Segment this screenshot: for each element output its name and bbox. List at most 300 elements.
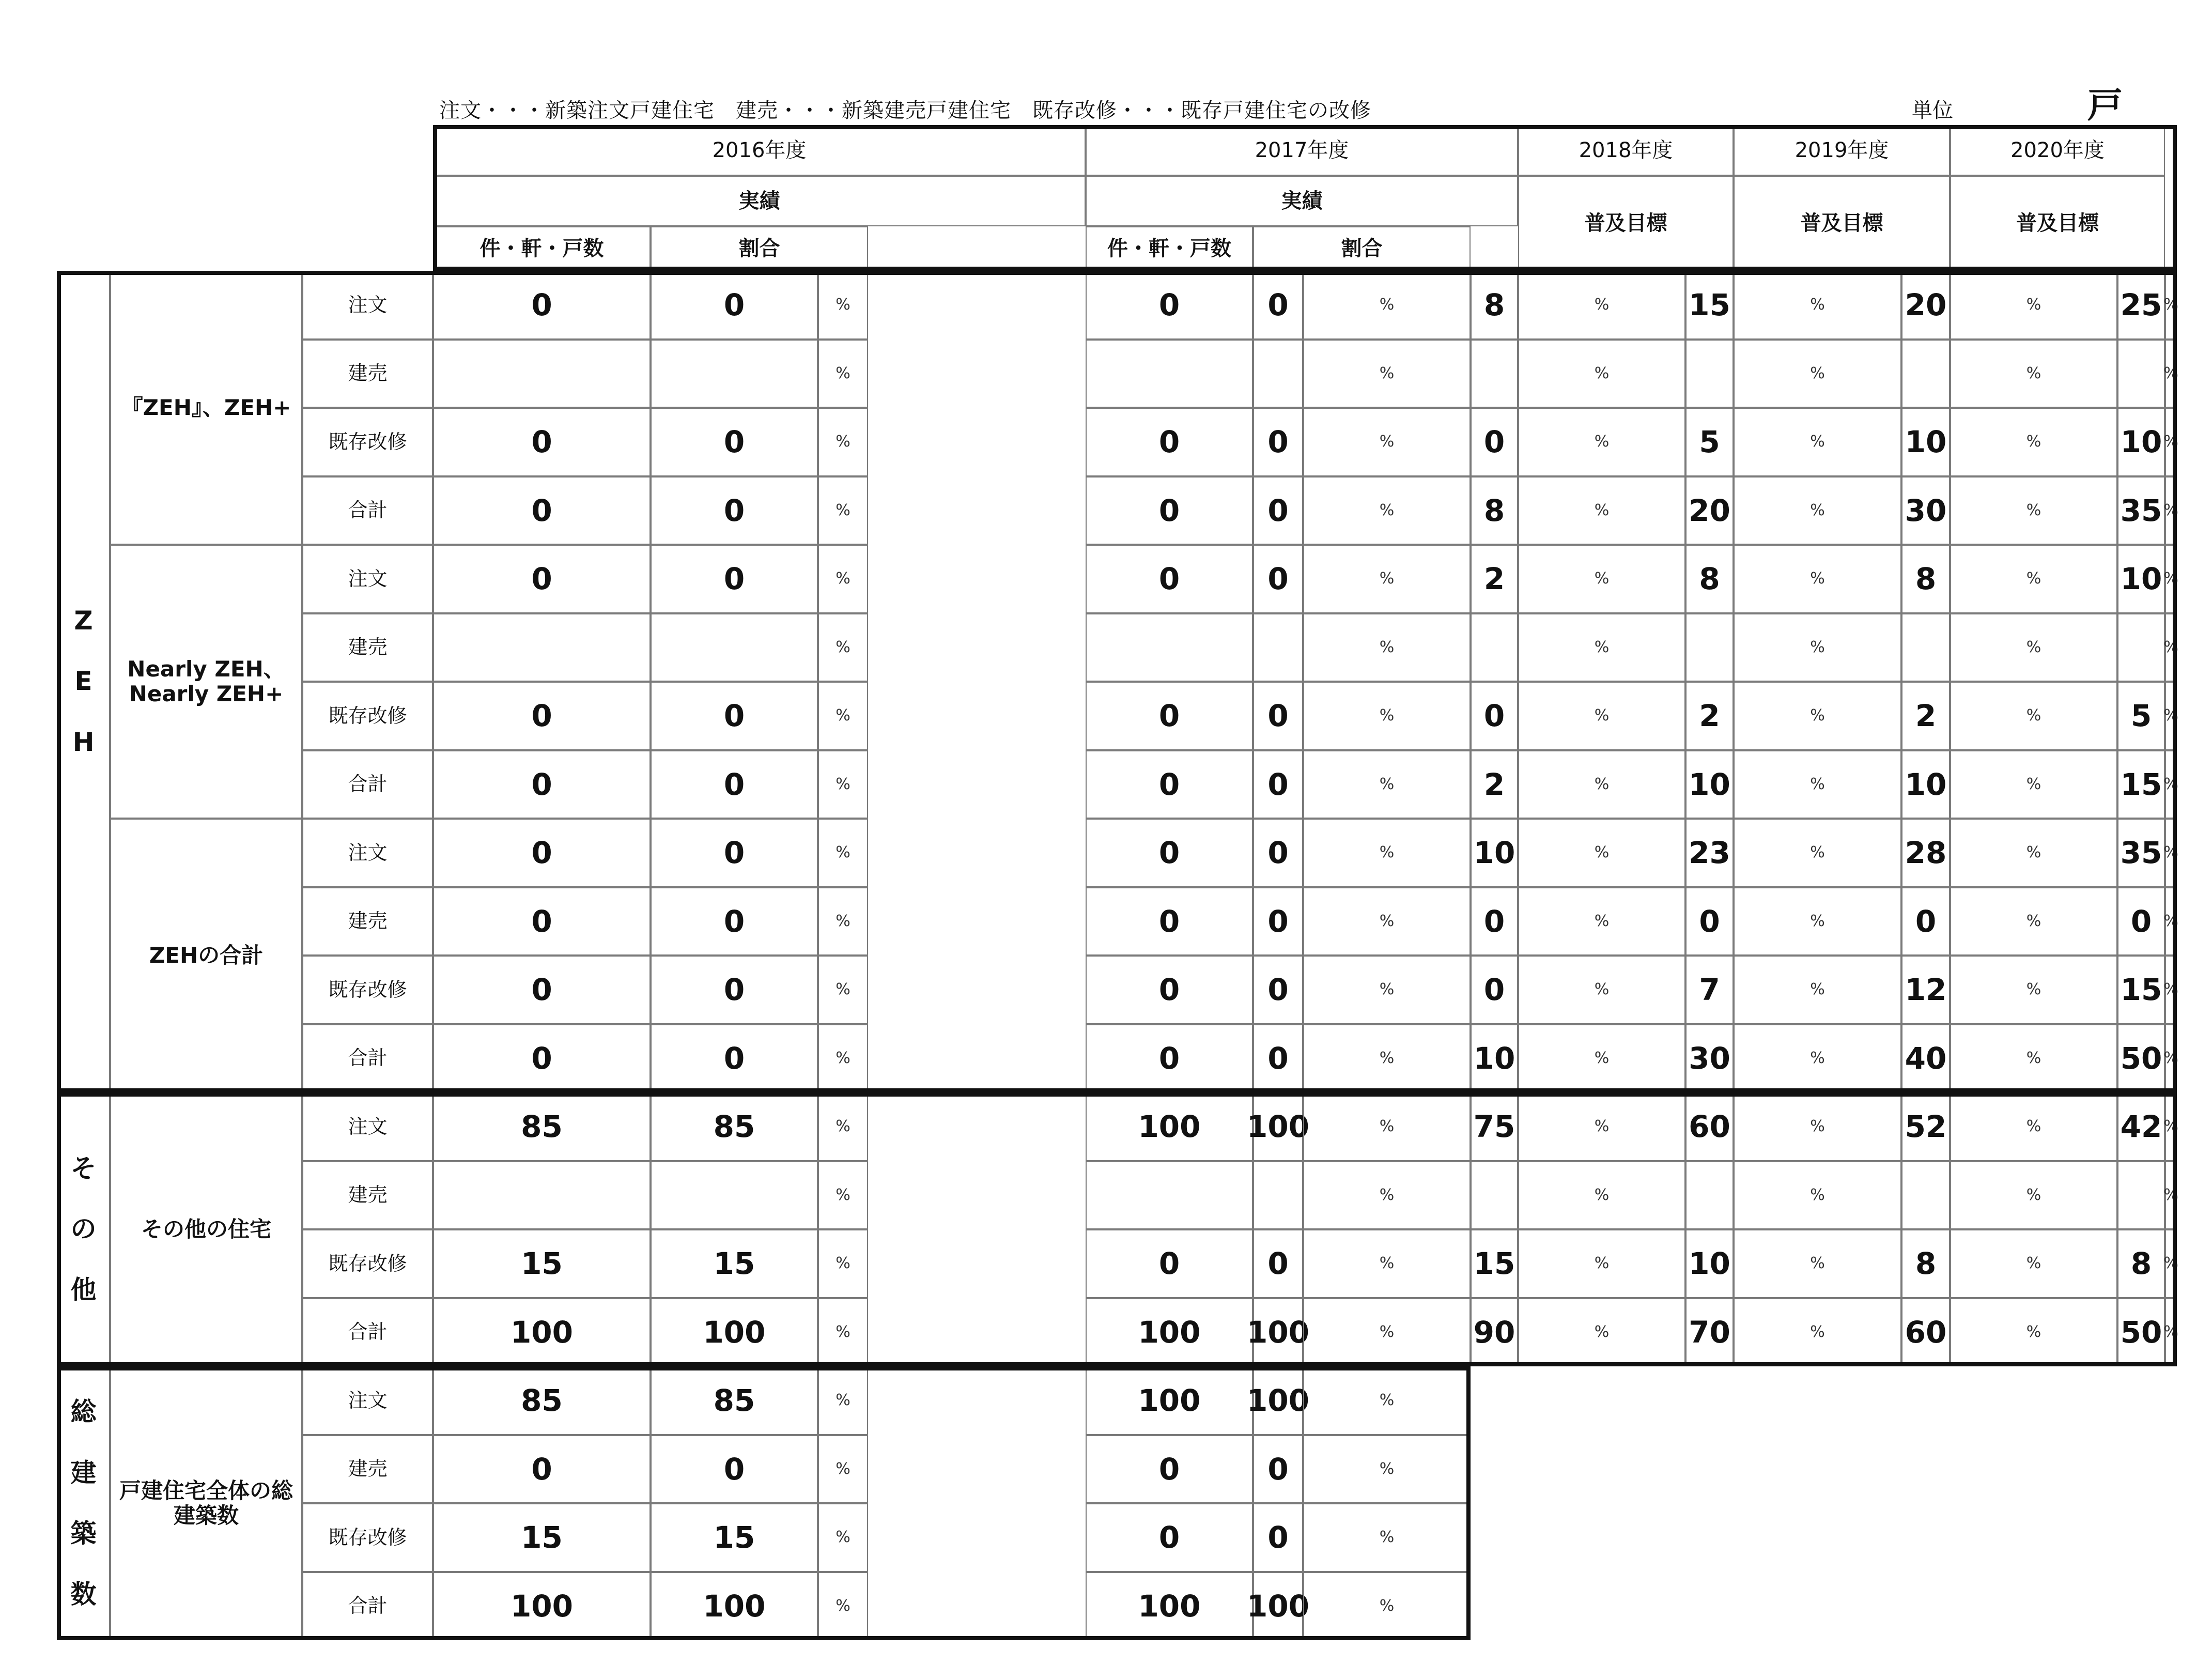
percent-unit: %: [1303, 1092, 1471, 1161]
target-cell: 20: [1685, 476, 1734, 545]
count-cell: 0: [1086, 408, 1253, 476]
percent-unit: %: [1734, 1024, 1901, 1092]
category-letter: E: [74, 666, 92, 697]
target-cell: 2: [1901, 682, 1950, 750]
percent-unit: %: [1950, 271, 2117, 340]
count-cell: 85: [433, 1366, 651, 1435]
target-cell: 20: [1901, 271, 1950, 340]
target-cell: [1901, 1161, 1950, 1229]
target-cell: 15: [1685, 271, 1734, 340]
category-letter: 数: [70, 1579, 97, 1609]
percent-unit: %: [818, 1572, 868, 1640]
percent-unit: %: [1950, 1024, 2117, 1092]
target-cell: 30: [1901, 476, 1950, 545]
row-label: 建売: [302, 887, 433, 956]
ratio-cell: 0: [1253, 1503, 1303, 1572]
count-cell: 0: [433, 1024, 651, 1092]
count-cell: 15: [433, 1503, 651, 1572]
target-cell: [1685, 340, 1734, 408]
target-cell: 75: [1471, 1092, 1518, 1161]
year-header-2017: 2017年度: [1086, 125, 1518, 176]
target-cell: 2: [1685, 682, 1734, 750]
target-cell: 8: [2117, 1229, 2165, 1298]
target-cell: 10: [1901, 750, 1950, 819]
percent-unit: %: [1518, 1229, 1685, 1298]
group-other: その他の住宅: [110, 1092, 302, 1366]
count-cell: [1086, 613, 1253, 682]
target-header: 普及目標: [1950, 176, 2165, 271]
percent-unit: %: [1518, 1298, 1685, 1366]
ratio-cell: 0: [651, 408, 818, 476]
count-cell: 0: [1086, 1024, 1253, 1092]
count-cell: [433, 340, 651, 408]
percent-unit: %: [1518, 476, 1685, 545]
group-nearly-zeh: Nearly ZEH、Nearly ZEH+: [110, 545, 302, 819]
percent-unit: %: [1950, 819, 2117, 887]
percent-unit: %: [2165, 476, 2177, 545]
percent-unit: %: [2165, 1298, 2177, 1366]
percent-unit: %: [1518, 408, 1685, 476]
percent-unit: %: [2165, 408, 2177, 476]
count-cell: 85: [433, 1092, 651, 1161]
ratio-cell: 0: [1253, 1024, 1303, 1092]
percent-unit: %: [1734, 476, 1901, 545]
ratio-header: 割合: [1253, 226, 1471, 271]
target-cell: 5: [2117, 682, 2165, 750]
target-cell: 30: [1685, 1024, 1734, 1092]
category-letter: 総: [70, 1397, 97, 1427]
percent-unit: %: [2165, 545, 2177, 613]
category-letter: の: [70, 1214, 97, 1244]
percent-unit: %: [818, 887, 868, 956]
percent-unit: %: [1303, 956, 1471, 1024]
percent-unit: %: [818, 476, 868, 545]
count-cell: 0: [433, 956, 651, 1024]
target-header: 普及目標: [1518, 176, 1734, 271]
target-cell: 8: [1901, 545, 1950, 613]
row-label: 注文: [302, 819, 433, 887]
year-header-2019: 2019年度: [1734, 125, 1950, 176]
percent-unit: %: [1734, 1161, 1901, 1229]
percent-unit: %: [1950, 1298, 2117, 1366]
percent-unit: %: [1518, 613, 1685, 682]
ratio-cell: 0: [1253, 819, 1303, 887]
percent-unit: %: [1518, 545, 1685, 613]
row-label: 建売: [302, 340, 433, 408]
percent-unit: %: [1950, 545, 2117, 613]
ratio-cell: [1253, 340, 1303, 408]
percent-unit: %: [1518, 819, 1685, 887]
percent-unit: %: [1303, 408, 1471, 476]
target-cell: 0: [1901, 887, 1950, 956]
count-cell: 0: [1086, 1503, 1253, 1572]
ratio-cell: [1253, 613, 1303, 682]
percent-unit: %: [818, 956, 868, 1024]
ratio-cell: 0: [1253, 750, 1303, 819]
target-cell: 10: [1901, 408, 1950, 476]
ratio-cell: [651, 1161, 818, 1229]
actual-header: 実績: [433, 176, 1086, 226]
percent-unit: %: [1950, 476, 2117, 545]
count-cell: 0: [433, 1435, 651, 1503]
ratio-cell: 0: [1253, 1229, 1303, 1298]
percent-unit: %: [1734, 545, 1901, 613]
percent-unit: %: [1734, 819, 1901, 887]
target-cell: 42: [2117, 1092, 2165, 1161]
target-cell: 40: [1901, 1024, 1950, 1092]
ratio-cell: 0: [651, 887, 818, 956]
count-cell: 0: [1086, 476, 1253, 545]
target-cell: [2117, 1161, 2165, 1229]
count-cell: [433, 613, 651, 682]
percent-unit: %: [1303, 340, 1471, 408]
percent-unit: %: [2165, 613, 2177, 682]
category-letter: 築: [70, 1518, 97, 1548]
row-label: 合計: [302, 1572, 433, 1640]
target-cell: 35: [2117, 476, 2165, 545]
row-label: 既存改修: [302, 1229, 433, 1298]
target-cell: [1471, 1161, 1518, 1229]
target-cell: [2117, 613, 2165, 682]
percent-unit: %: [2165, 271, 2177, 340]
percent-unit: %: [1950, 682, 2117, 750]
row-label: 合計: [302, 1024, 433, 1092]
target-cell: 0: [1471, 956, 1518, 1024]
target-cell: 8: [1471, 476, 1518, 545]
count-cell: 0: [433, 750, 651, 819]
ratio-cell: 0: [651, 1024, 818, 1092]
target-cell: 60: [1901, 1298, 1950, 1366]
category-letter: 他: [70, 1274, 97, 1305]
percent-unit: %: [2165, 340, 2177, 408]
target-cell: 90: [1471, 1298, 1518, 1366]
percent-unit: %: [1303, 1229, 1471, 1298]
target-cell: 25: [2117, 271, 2165, 340]
percent-unit: %: [1303, 682, 1471, 750]
target-cell: 10: [1471, 819, 1518, 887]
percent-unit: %: [1303, 271, 1471, 340]
ratio-cell: 0: [1253, 887, 1303, 956]
count-cell: 100: [1086, 1092, 1253, 1161]
target-cell: 0: [1471, 887, 1518, 956]
percent-unit: %: [1734, 408, 1901, 476]
percent-unit: %: [1303, 1298, 1471, 1366]
count-cell: 0: [1086, 887, 1253, 956]
target-cell: [1685, 613, 1734, 682]
ratio-cell: 85: [651, 1366, 818, 1435]
target-cell: 0: [2117, 887, 2165, 956]
unit-value: 戸: [2087, 85, 2123, 126]
target-cell: 35: [2117, 819, 2165, 887]
ratio-cell: [1253, 1161, 1303, 1229]
percent-unit: %: [1734, 1092, 1901, 1161]
actual-header: 実績: [1086, 176, 1518, 226]
year-header-2016: 2016年度: [433, 125, 1086, 176]
legend-text: 注文・・・新築注文戸建住宅 建売・・・新築建売戸建住宅 既存改修・・・既存戸建住宅の改修: [439, 99, 1371, 122]
ratio-cell: 0: [651, 819, 818, 887]
count-cell: 15: [433, 1229, 651, 1298]
percent-unit: %: [1303, 613, 1471, 682]
percent-unit: %: [1734, 340, 1901, 408]
count-cell: 100: [433, 1298, 651, 1366]
row-label: 既存改修: [302, 956, 433, 1024]
percent-unit: %: [818, 545, 868, 613]
percent-unit: %: [1734, 682, 1901, 750]
count-cell: 0: [1086, 545, 1253, 613]
count-cell: 0: [433, 682, 651, 750]
percent-unit: %: [1950, 408, 2117, 476]
target-cell: 7: [1685, 956, 1734, 1024]
percent-unit: %: [2165, 1229, 2177, 1298]
count-cell: [1086, 1161, 1253, 1229]
target-cell: [1901, 613, 1950, 682]
percent-unit: %: [1303, 476, 1471, 545]
percent-unit: %: [818, 340, 868, 408]
row-label: 合計: [302, 750, 433, 819]
target-cell: 50: [2117, 1298, 2165, 1366]
ratio-cell: [651, 340, 818, 408]
ratio-cell: 0: [651, 682, 818, 750]
target-cell: [1901, 340, 1950, 408]
percent-unit: %: [818, 408, 868, 476]
count-cell: 0: [433, 545, 651, 613]
target-cell: 2: [1471, 750, 1518, 819]
count-cell: 100: [1086, 1572, 1253, 1640]
row-label: 既存改修: [302, 1503, 433, 1572]
category-other: [57, 1092, 110, 1366]
percent-unit: %: [1303, 1435, 1471, 1503]
percent-unit: %: [818, 613, 868, 682]
category-zeh: [57, 271, 110, 1092]
target-cell: 0: [1471, 408, 1518, 476]
ratio-cell: 0: [651, 956, 818, 1024]
count-cell: [1086, 340, 1253, 408]
target-cell: 0: [1685, 887, 1734, 956]
percent-unit: %: [1518, 1092, 1685, 1161]
ratio-cell: 0: [1253, 545, 1303, 613]
count-cell: 0: [433, 271, 651, 340]
percent-unit: %: [1303, 750, 1471, 819]
percent-unit: %: [1518, 1024, 1685, 1092]
target-cell: [1471, 613, 1518, 682]
percent-unit: %: [818, 819, 868, 887]
ratio-cell: 0: [651, 271, 818, 340]
count-cell: 0: [433, 819, 651, 887]
ratio-cell: 100: [1253, 1366, 1303, 1435]
percent-unit: %: [1734, 956, 1901, 1024]
count-header: 件・軒・戸数: [433, 226, 651, 271]
count-cell: 0: [1086, 682, 1253, 750]
target-cell: 10: [1685, 750, 1734, 819]
row-label: 合計: [302, 476, 433, 545]
ratio-cell: 0: [651, 545, 818, 613]
row-label: 既存改修: [302, 682, 433, 750]
percent-unit: %: [1950, 956, 2117, 1024]
count-cell: 0: [1086, 956, 1253, 1024]
count-header: 件・軒・戸数: [1086, 226, 1253, 271]
count-cell: [433, 1161, 651, 1229]
count-cell: 0: [1086, 750, 1253, 819]
percent-unit: %: [1518, 956, 1685, 1024]
count-cell: 100: [1086, 1366, 1253, 1435]
target-cell: 52: [1901, 1092, 1950, 1161]
percent-unit: %: [818, 1229, 868, 1298]
percent-unit: %: [1734, 750, 1901, 819]
target-cell: 10: [2117, 408, 2165, 476]
ratio-cell: 100: [1253, 1298, 1303, 1366]
percent-unit: %: [818, 1024, 868, 1092]
percent-unit: %: [1734, 1298, 1901, 1366]
target-cell: [2117, 340, 2165, 408]
percent-unit: %: [1734, 1229, 1901, 1298]
target-cell: 0: [1471, 682, 1518, 750]
ratio-cell: 85: [651, 1092, 818, 1161]
row-label: 注文: [302, 271, 433, 340]
percent-unit: %: [1518, 887, 1685, 956]
count-cell: 0: [433, 408, 651, 476]
row-label: 既存改修: [302, 408, 433, 476]
percent-unit: %: [1303, 1366, 1471, 1435]
ratio-cell: 0: [651, 750, 818, 819]
ratio-cell: 100: [651, 1298, 818, 1366]
count-cell: 0: [1086, 1229, 1253, 1298]
count-cell: 0: [1086, 1435, 1253, 1503]
ratio-cell: 0: [1253, 408, 1303, 476]
percent-unit: %: [1518, 271, 1685, 340]
target-cell: [1685, 1161, 1734, 1229]
ratio-cell: 100: [1253, 1572, 1303, 1640]
ratio-cell: 100: [651, 1572, 818, 1640]
target-cell: 8: [1685, 545, 1734, 613]
ratio-cell: [651, 613, 818, 682]
count-cell: 100: [1086, 1298, 1253, 1366]
percent-unit: %: [2165, 1092, 2177, 1161]
category-total: [57, 1366, 110, 1640]
target-cell: 15: [2117, 956, 2165, 1024]
category-letter: 建: [70, 1457, 97, 1488]
percent-unit: %: [2165, 750, 2177, 819]
target-cell: 8: [1471, 271, 1518, 340]
percent-unit: %: [1303, 1161, 1471, 1229]
ratio-cell: 0: [651, 476, 818, 545]
row-label: 注文: [302, 545, 433, 613]
percent-unit: %: [1518, 750, 1685, 819]
percent-unit: %: [818, 682, 868, 750]
percent-unit: %: [1950, 340, 2117, 408]
unit-label: 単位: [1912, 99, 1953, 122]
target-cell: 5: [1685, 408, 1734, 476]
ratio-cell: 0: [1253, 682, 1303, 750]
target-cell: 10: [1685, 1229, 1734, 1298]
percent-unit: %: [818, 1435, 868, 1503]
percent-unit: %: [2165, 1161, 2177, 1229]
percent-unit: %: [1518, 682, 1685, 750]
group-total: 戸建住宅全体の総建築数: [110, 1366, 302, 1640]
percent-unit: %: [818, 271, 868, 340]
ratio-cell: 15: [651, 1229, 818, 1298]
percent-unit: %: [1303, 1024, 1471, 1092]
percent-unit: %: [1950, 887, 2117, 956]
percent-unit: %: [1734, 887, 1901, 956]
count-cell: 0: [433, 476, 651, 545]
row-label: 建売: [302, 613, 433, 682]
percent-unit: %: [1518, 1161, 1685, 1229]
group-zeh: 『ZEH』、ZEH+: [110, 271, 302, 545]
ratio-cell: 0: [1253, 956, 1303, 1024]
percent-unit: %: [1303, 545, 1471, 613]
target-cell: 50: [2117, 1024, 2165, 1092]
target-cell: 10: [2117, 545, 2165, 613]
target-cell: 60: [1685, 1092, 1734, 1161]
category-letter: そ: [70, 1153, 97, 1183]
count-cell: 100: [433, 1572, 651, 1640]
target-cell: 15: [1471, 1229, 1518, 1298]
count-cell: 0: [1086, 819, 1253, 887]
target-cell: 15: [2117, 750, 2165, 819]
row-label: 建売: [302, 1435, 433, 1503]
percent-unit: %: [2165, 819, 2177, 887]
target-cell: 8: [1901, 1229, 1950, 1298]
ratio-cell: 100: [1253, 1092, 1303, 1161]
percent-unit: %: [1950, 1229, 2117, 1298]
percent-unit: %: [818, 750, 868, 819]
percent-unit: %: [1734, 271, 1901, 340]
percent-unit: %: [818, 1366, 868, 1435]
percent-unit: %: [2165, 887, 2177, 956]
percent-unit: %: [1734, 613, 1901, 682]
percent-unit: %: [1950, 1092, 2117, 1161]
ratio-cell: 0: [651, 1435, 818, 1503]
category-letter: Z: [74, 605, 93, 636]
percent-unit: %: [1303, 1503, 1471, 1572]
percent-unit: %: [1950, 1161, 2117, 1229]
percent-unit: %: [2165, 1024, 2177, 1092]
ratio-cell: 0: [1253, 1435, 1303, 1503]
row-label: 合計: [302, 1298, 433, 1366]
percent-unit: %: [1303, 887, 1471, 956]
ratio-cell: 15: [651, 1503, 818, 1572]
percent-unit: %: [1950, 613, 2117, 682]
group-zeh-total: ZEHの合計: [110, 819, 302, 1092]
percent-unit: %: [818, 1092, 868, 1161]
category-letter: H: [72, 727, 95, 757]
percent-unit: %: [818, 1298, 868, 1366]
target-cell: 28: [1901, 819, 1950, 887]
percent-unit: %: [818, 1503, 868, 1572]
count-cell: 0: [1086, 271, 1253, 340]
percent-unit: %: [1950, 750, 2117, 819]
target-cell: 23: [1685, 819, 1734, 887]
count-cell: 0: [433, 887, 651, 956]
ratio-cell: 0: [1253, 476, 1303, 545]
target-cell: 12: [1901, 956, 1950, 1024]
percent-unit: %: [2165, 956, 2177, 1024]
target-header: 普及目標: [1734, 176, 1950, 271]
percent-unit: %: [1303, 819, 1471, 887]
row-label: 注文: [302, 1092, 433, 1161]
year-header-2018: 2018年度: [1518, 125, 1734, 176]
percent-unit: %: [1303, 1572, 1471, 1640]
percent-unit: %: [1518, 340, 1685, 408]
row-label: 建売: [302, 1161, 433, 1229]
row-label: 注文: [302, 1366, 433, 1435]
target-cell: [1471, 340, 1518, 408]
ratio-header: 割合: [651, 226, 868, 271]
target-cell: 70: [1685, 1298, 1734, 1366]
ratio-cell: 0: [1253, 271, 1303, 340]
target-cell: 10: [1471, 1024, 1518, 1092]
percent-unit: %: [818, 1161, 868, 1229]
